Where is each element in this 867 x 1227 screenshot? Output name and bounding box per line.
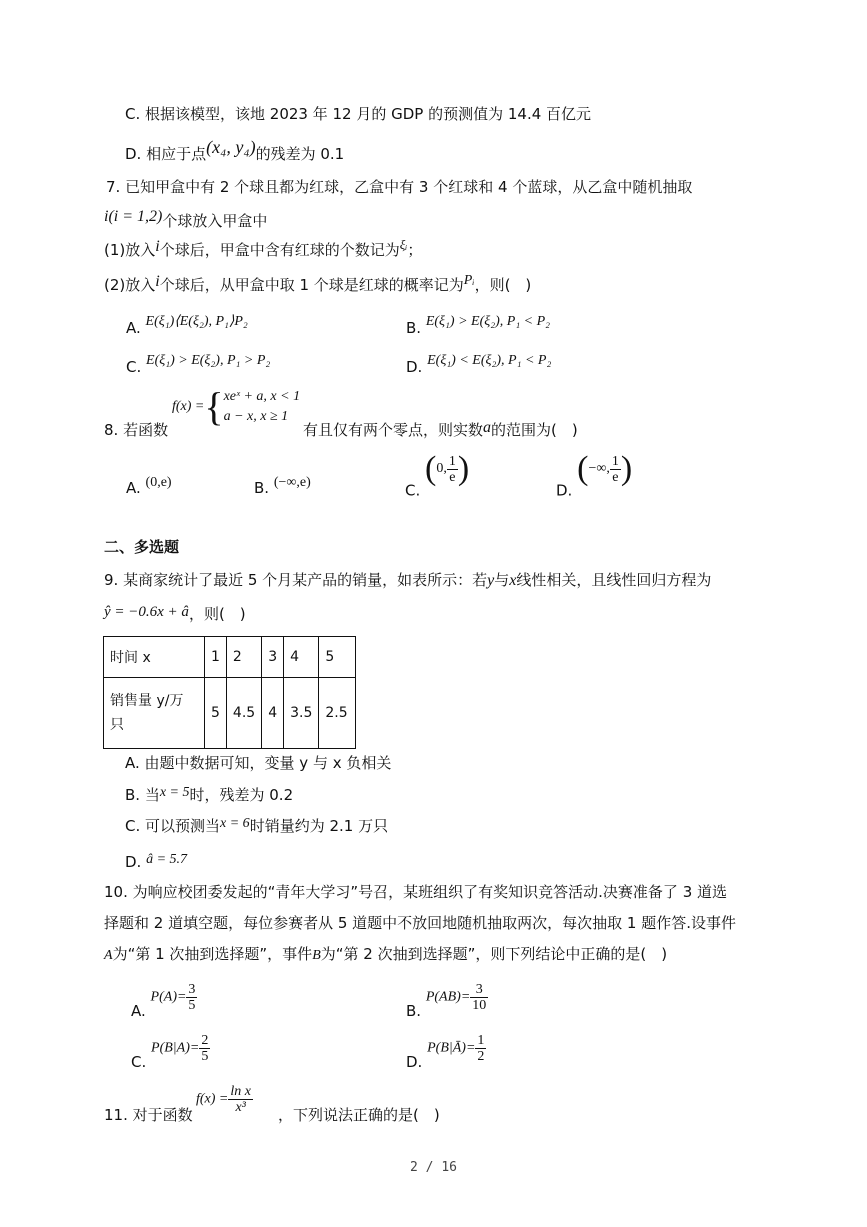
q11-stem — [104, 1105, 193, 1125]
q9-regression: ŷ = −0.6x + â — [104, 604, 189, 620]
q10c-lhs: P(B|A)= — [151, 1040, 200, 1056]
q9-data-table — [103, 636, 356, 749]
q8c-num: 1 — [448, 453, 456, 469]
q8-stem-rest — [303, 420, 578, 441]
q8-case2: a − x, x ≥ 1 — [223, 409, 289, 424]
table-cell: 4 — [284, 637, 319, 678]
table-cell: 5 — [319, 637, 356, 678]
q9b-post: 时，残差为 0.2 — [189, 786, 294, 804]
q8c-left: 0, — [436, 461, 447, 476]
q9-post: 线性相关，且线性回归方程为 — [516, 571, 712, 589]
q8-post: 的范围为( ) — [491, 421, 578, 439]
table-header-cell — [104, 678, 205, 749]
q9-y: y — [487, 572, 495, 589]
q10c-label: C. — [131, 1053, 147, 1071]
q7-stem-line2 — [104, 208, 268, 232]
table-cell: 1 — [205, 637, 227, 678]
q9d-pre: D. — [125, 853, 142, 871]
q7-p1-mid: 个球后，甲盒中含有红球的个数记为 — [159, 241, 400, 259]
q9-stem-line1 — [104, 570, 711, 591]
table-cell: 2 — [226, 637, 261, 678]
q7b-label: B. — [406, 319, 422, 337]
q8-option-b — [254, 475, 311, 500]
q8-case1: xeˣ + a, x < 1 — [223, 389, 301, 404]
q10b-lhs: P(AB)= — [425, 989, 471, 1005]
q10c-den: 5 — [201, 1049, 209, 1064]
q10-option-d — [406, 1033, 486, 1071]
q7d-label: D. — [406, 358, 423, 376]
section-heading: 二、多选题 — [104, 538, 180, 556]
q10-mid1: 为“第 1 次抽到选择题”，事件 — [112, 945, 313, 963]
q8-option-d — [556, 452, 632, 500]
q9d-math: â = 5.7 — [146, 852, 188, 867]
q10a-label: A. — [131, 1002, 146, 1020]
q9-mid: 与 — [494, 571, 510, 589]
q10a-frac — [186, 982, 197, 1013]
q7-option-d — [406, 353, 552, 379]
q8-piecewise — [172, 384, 301, 433]
q7-l2-text: 个球放入甲盒中 — [162, 212, 268, 230]
q10a-num: 3 — [188, 982, 196, 997]
q9-option-c — [125, 816, 388, 838]
table-header-cell: 时间 x — [104, 637, 205, 678]
q8-stem — [104, 420, 168, 440]
q11-pre: 11. 对于函数 — [104, 1106, 193, 1124]
q9-stem-line2 — [104, 604, 246, 625]
q9b-pre: B. 当 — [125, 786, 160, 804]
q7-p1-i: i — [155, 238, 160, 255]
q9-option-a: A. 由题中数据可知，变量 y 与 x 负相关 — [125, 754, 392, 772]
q10d-label: D. — [406, 1053, 423, 1071]
q10-B: B — [312, 948, 321, 963]
q10a-lhs: P(A)= — [150, 989, 187, 1005]
q8d-label: D. — [556, 481, 573, 500]
q8-cases — [224, 387, 301, 427]
q10d-den: 2 — [477, 1049, 485, 1064]
q7-stem-line1: 7. 已知甲盒中有 2 个球且都为红球，乙盒中有 3 个红球和 4 个蓝球，从乙盒中随机抽取 — [106, 178, 693, 196]
q7d-math: E(ξ₁) < E(ξ₂), P₁ < P₂ — [427, 353, 552, 368]
q10b-den: 10 — [472, 998, 487, 1013]
q10-A: A — [104, 948, 113, 963]
q10-option-c — [131, 1033, 210, 1071]
q9-x: x — [509, 572, 517, 589]
q8d-frac — [610, 454, 621, 485]
q11-f: f(x) = — [196, 1091, 229, 1107]
table-cell: 4.5 — [226, 678, 261, 749]
q8b-math: (−∞,e) — [273, 475, 311, 490]
q11-function — [196, 1084, 253, 1115]
q10b-label: B. — [406, 1002, 422, 1020]
table-cell: 2.5 — [319, 678, 356, 749]
q8a-math: (0,e) — [145, 475, 172, 490]
q7-p2-mid: 个球后，从甲盒中取 1 个球是红球的概率记为 — [159, 276, 464, 294]
q7a-math: E(ξ₁)⟨E(ξ₂), P₁⟩P₂ — [145, 314, 248, 329]
q9c-math: x = 6 — [220, 816, 250, 831]
q8-pre: 8. 若函数 — [104, 421, 169, 439]
q9c-pre: C. 可以预测当 — [125, 817, 221, 835]
q10c-frac — [199, 1033, 210, 1064]
q6d-math: (x₄, y₄) — [206, 137, 256, 157]
q10d-num: 1 — [477, 1033, 485, 1048]
q11-stem-rest: ，下列说法正确的是( ) — [278, 1106, 440, 1124]
q7-part1 — [104, 237, 423, 261]
q10b-num: 3 — [470, 982, 488, 998]
q10-option-a — [131, 982, 197, 1020]
q7-option-c — [126, 353, 271, 379]
paren-left-icon: ( — [577, 450, 589, 487]
q7-p2-pre: (2)放入 — [104, 276, 156, 294]
q8c-frac — [447, 454, 458, 485]
brace-icon: { — [204, 384, 224, 429]
q10-post: 为“第 2 次抽到选择题”，则下列结论中正确的是( ) — [320, 945, 668, 963]
q8c-label: C. — [405, 481, 421, 500]
q9b-math: x = 5 — [159, 785, 190, 800]
q7-p1-xi: ξᵢ — [399, 237, 408, 252]
q10b-frac — [470, 982, 488, 1013]
q8d-left: −∞, — [588, 461, 610, 476]
q9-pre: 9. 某商家统计了最近 5 个月某产品的销量，如表所示：若 — [104, 571, 488, 589]
q10c-num: 2 — [201, 1033, 209, 1048]
q6-option-d — [125, 137, 345, 164]
q11-den: x³ — [235, 1100, 246, 1115]
q10d-frac — [475, 1033, 486, 1064]
page-number: 2 / 16 — [410, 1160, 457, 1175]
q7c-math: E(ξ₁) > E(ξ₂), P₁ > P₂ — [146, 353, 271, 368]
q8-option-c — [405, 452, 469, 500]
row2-label-l1: 销售量 y/万 — [110, 693, 184, 709]
q8c-den: e — [449, 469, 456, 485]
q9-option-d — [125, 852, 187, 874]
row2-label-l2: 只 — [110, 717, 124, 733]
q7-option-b — [406, 314, 551, 340]
q8-cases-wrap — [204, 384, 301, 429]
paren-right-icon: ) — [457, 450, 470, 487]
q6d-post: 的残差为 0.1 — [255, 145, 345, 163]
q10d-lhs: P(B|Ā)= — [427, 1040, 476, 1056]
q10a-den: 5 — [188, 998, 196, 1013]
q7-p1-post: ； — [407, 241, 423, 259]
q8-option-a — [126, 475, 172, 500]
q8-a: a — [483, 419, 492, 436]
table-row — [104, 637, 356, 678]
q8-mid: 有且仅有两个零点，则实数 — [303, 421, 484, 439]
q9-l2-post: ，则( ) — [188, 605, 246, 623]
table-cell: 3 — [262, 637, 284, 678]
q8-f: f(x) = — [172, 399, 205, 414]
table-row — [104, 678, 356, 749]
q10-stem-line2: 择题和 2 道填空题，每位参赛者从 5 道题中不放回地随机抽取两次，每次抽取 1 题作答.设事件 — [104, 914, 737, 932]
q6d-text: D. 相应于点 — [125, 145, 207, 163]
q8d-den: e — [612, 469, 619, 485]
q9c-post: 时销量约为 2.1 万只 — [249, 817, 389, 835]
table-cell: 4 — [262, 678, 284, 749]
q7-p2-p: Pᵢ — [463, 273, 475, 288]
q9-option-b — [125, 785, 293, 807]
q8a-label: A. — [126, 479, 141, 497]
q7-p1-pre: (1)放入 — [104, 241, 156, 259]
q10-stem-line3 — [104, 944, 667, 966]
q7c-label: C. — [126, 358, 142, 376]
q8b-label: B. — [254, 479, 270, 497]
q6-option-c: C. 根据该模型，该地 2023 年 12 月的 GDP 的预测值为 14.4 百亿元 — [125, 105, 592, 123]
q7-option-a — [126, 314, 248, 340]
q7a-label: A. — [126, 319, 141, 337]
q7-i-range: i(i = 1,2) — [104, 208, 163, 225]
paren-right-icon: ) — [620, 450, 633, 487]
q11-frac — [228, 1084, 253, 1115]
paren-left-icon: ( — [425, 450, 437, 487]
table-cell: 5 — [205, 678, 227, 749]
q8d-num: 1 — [611, 453, 619, 469]
q10-option-b — [406, 982, 488, 1020]
table-cell: 3.5 — [284, 678, 319, 749]
q7-p2-i: i — [155, 273, 160, 290]
q7-part2 — [104, 275, 531, 297]
q7-p2-post: ，则( ) — [474, 276, 532, 294]
q7b-math: E(ξ₁) > E(ξ₂), P₁ < P₂ — [425, 314, 551, 329]
q11-num: ln x — [230, 1084, 251, 1099]
q10-stem-line1: 10. 为响应校团委发起的“青年大学习”号召，某班组织了有奖知识竞答活动.决赛准备了 3 道选 — [104, 883, 728, 901]
